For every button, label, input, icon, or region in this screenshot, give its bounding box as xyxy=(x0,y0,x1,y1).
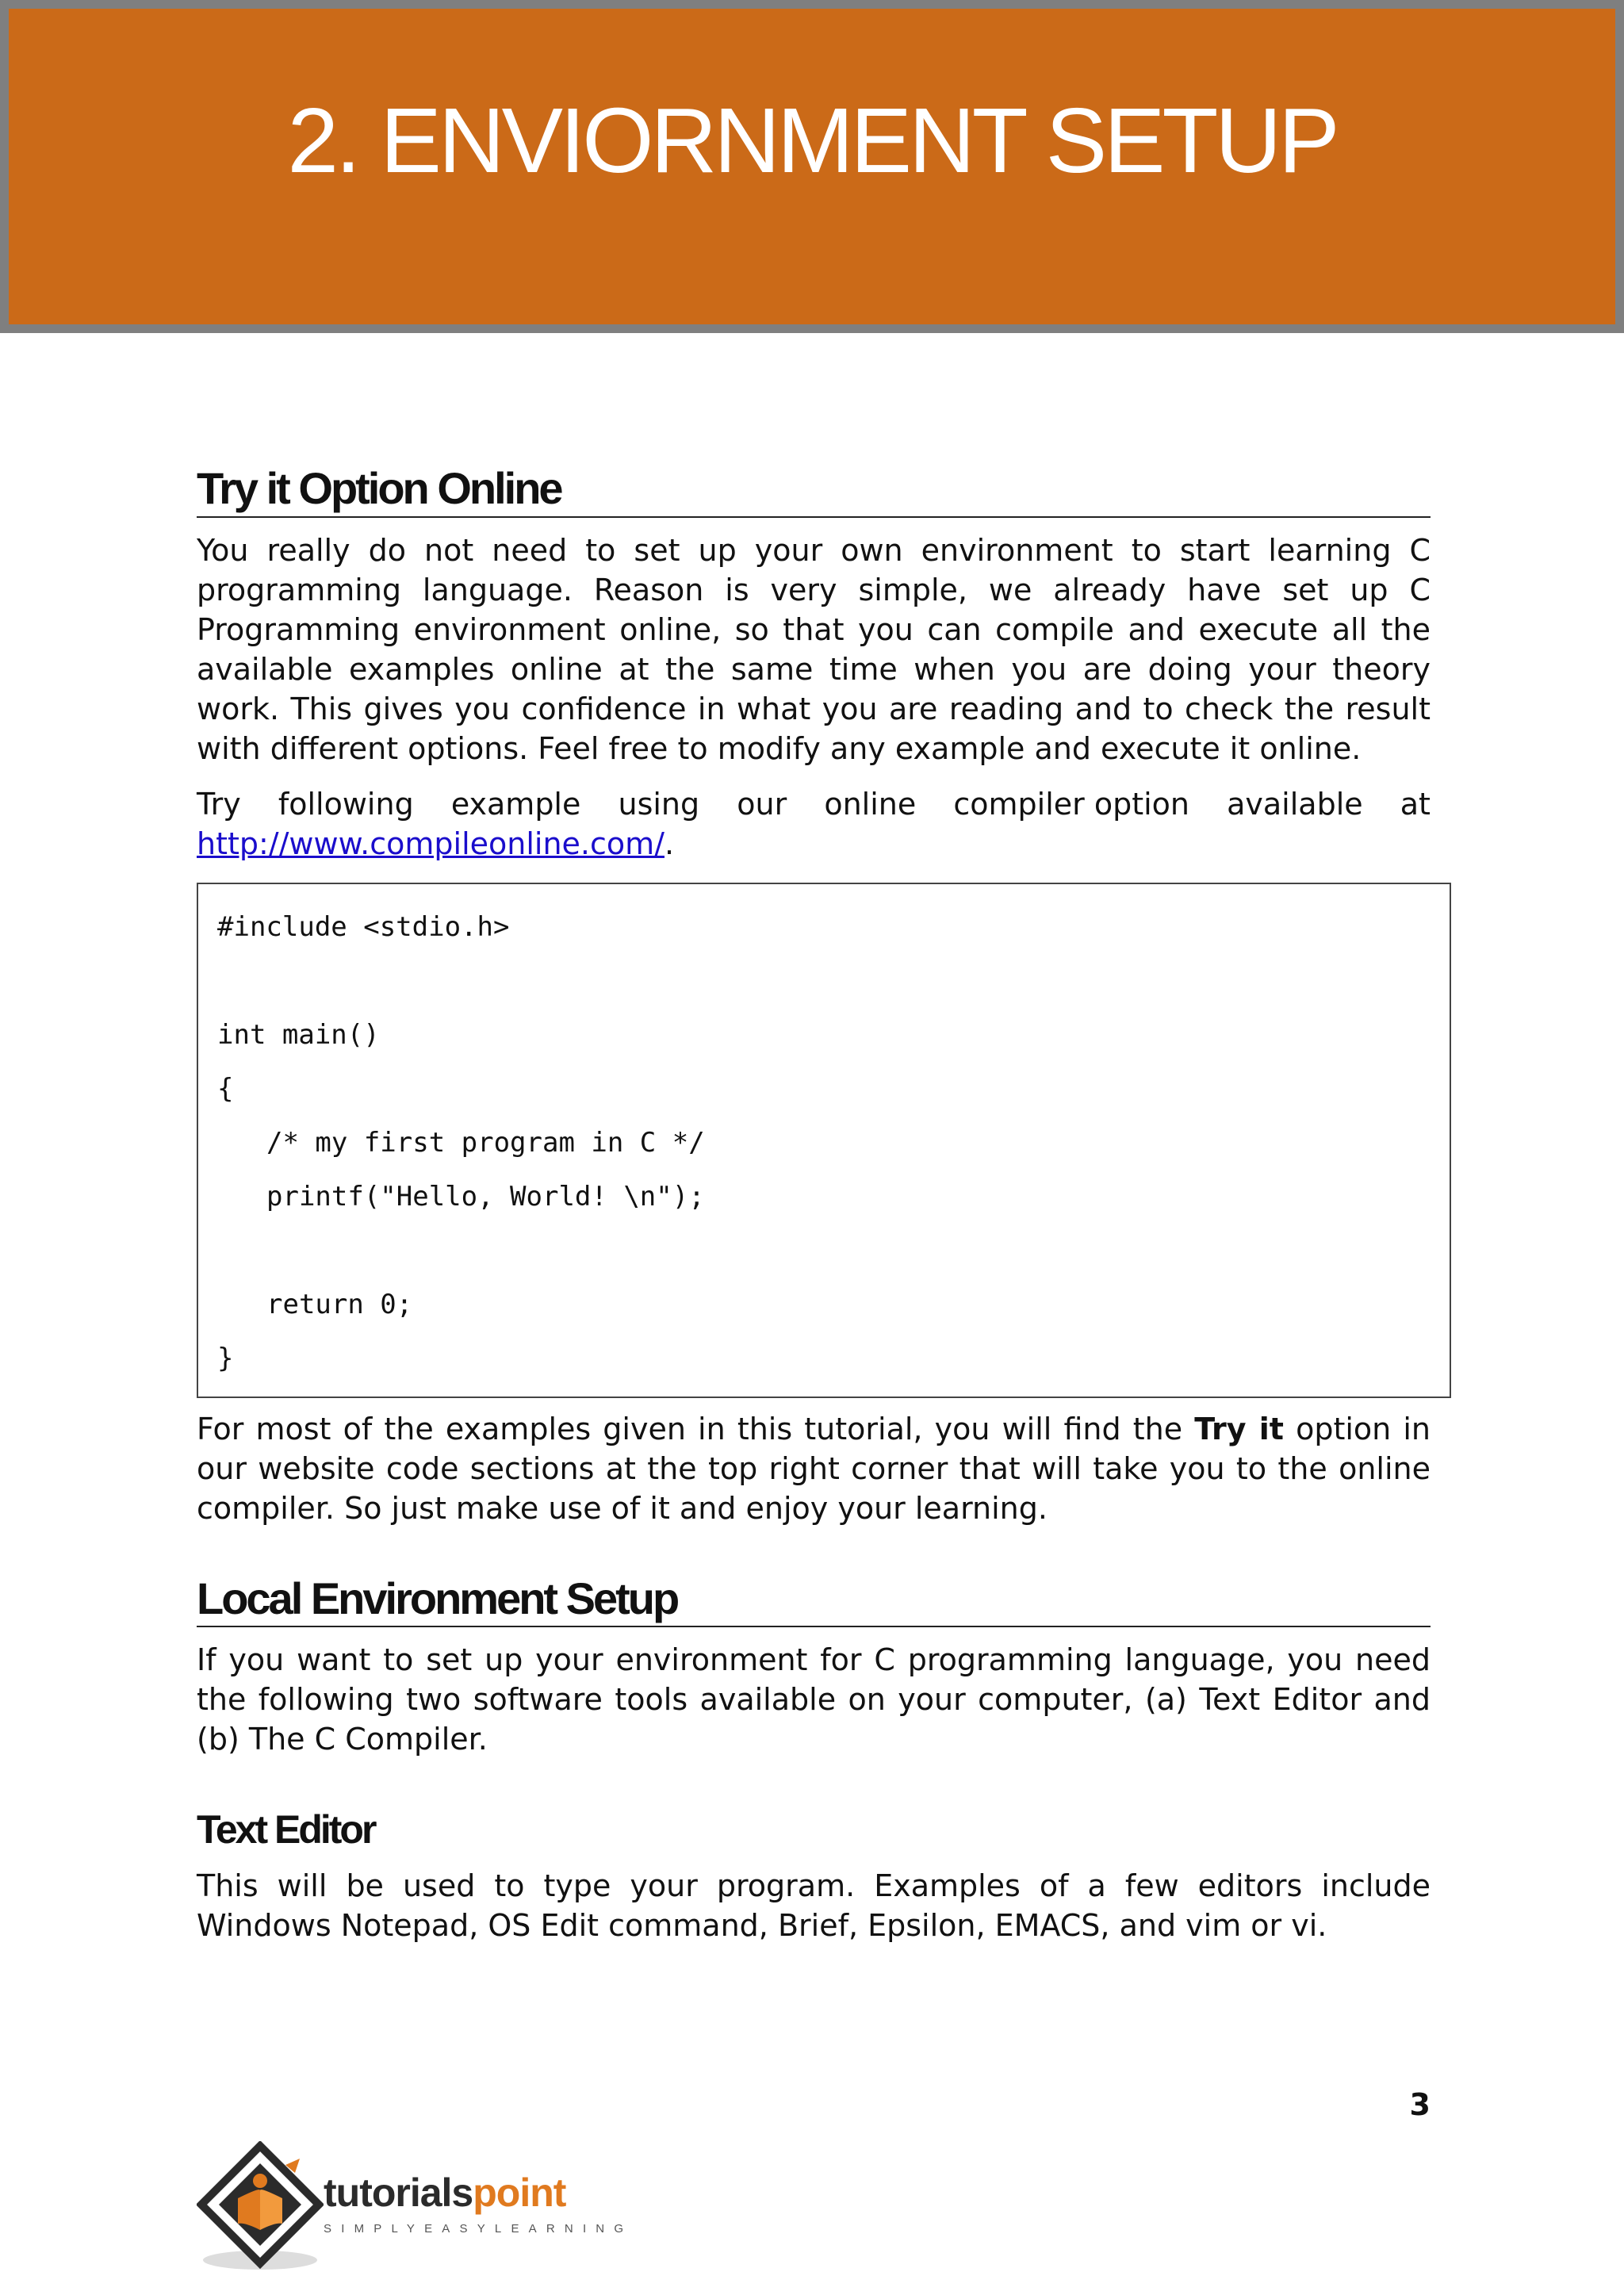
try-it-paragraph xyxy=(197,1409,1431,1528)
page-number: 3 xyxy=(1409,2087,1431,2122)
tutorialspoint-logo xyxy=(197,2141,641,2276)
section-heading-local-setup: Local Environment Setup xyxy=(197,1574,1431,1628)
try-word: at xyxy=(1400,786,1431,822)
logo-emblem-icon xyxy=(197,2141,324,2276)
logo-tagline: SIMPLYEASYLEARNING xyxy=(324,2222,634,2236)
chapter-banner xyxy=(0,0,1624,333)
code-line: /* my first program in C */ xyxy=(266,1126,705,1159)
code-line: int main() xyxy=(217,1018,380,1051)
intro-paragraph: You really do not need to set up your own environment to start learning C programming language. Reason is very simple, we already have set up C Programming environment online, so that you can compile and execute all the available examples online at the same time when you are doing your theory work. This gives you confidence in what you are reading and to check the result with different options. Feel free to modify any example and execute it online. xyxy=(197,532,1431,766)
try-it-text-before: For most of the examples given in this tutorial, you will find the xyxy=(197,1411,1195,1446)
local-setup-paragraph: If you want to set up your environment for C programming language, you need the following two software tools available on your computer, (a) Text Editor and (b) The C Compiler. xyxy=(197,1642,1431,1757)
logo-word-dark: tutorials xyxy=(324,2170,473,2215)
try-word: available xyxy=(1227,786,1363,822)
try-word: following xyxy=(278,786,414,822)
try-it-text-after: option in our website code sections at the top right corner that will take you to the online compiler. So just make use of it and enjoy your learning. xyxy=(197,1411,1431,1526)
try-word: our xyxy=(737,786,787,822)
link-line xyxy=(197,824,1431,864)
logo-wordmark xyxy=(324,2170,566,2215)
logo-word-orange: point xyxy=(473,2170,566,2215)
try-example-paragraph xyxy=(197,784,1431,864)
try-word: compiler option xyxy=(953,786,1189,822)
code-block xyxy=(197,883,1451,1398)
code-line: { xyxy=(217,1072,234,1105)
code-line xyxy=(217,954,1450,1008)
try-word: online xyxy=(824,786,917,822)
section-heading-try-it-online: Try it Option Online xyxy=(197,464,1431,518)
code-line xyxy=(217,1224,1450,1278)
page-content xyxy=(197,464,1431,1945)
try-example-line xyxy=(197,784,1431,824)
try-word: Try xyxy=(197,786,241,822)
text-editor-paragraph: This will be used to type your program. Examples of a few editors include Windows Notepad, OS Edit command, Brief, Epsilon, EMACS, and vim or vi. xyxy=(197,1868,1431,1944)
code-line: return 0; xyxy=(266,1288,413,1320)
code-line: printf("Hello, World! \n"); xyxy=(266,1180,705,1213)
try-word: example xyxy=(450,786,581,822)
try-it-bold: Try it xyxy=(1194,1411,1284,1446)
code-line: } xyxy=(217,1342,234,1374)
compileonline-link[interactable]: http://www.compileonline.com/ xyxy=(197,826,665,861)
link-suffix: . xyxy=(664,826,675,861)
try-word: using xyxy=(618,786,700,822)
code-line: #include <stdio.h> xyxy=(217,910,510,943)
chapter-title: 2. ENVIORNMENT SETUP xyxy=(287,89,1337,192)
section-heading-text-editor: Text Editor xyxy=(197,1807,375,1852)
